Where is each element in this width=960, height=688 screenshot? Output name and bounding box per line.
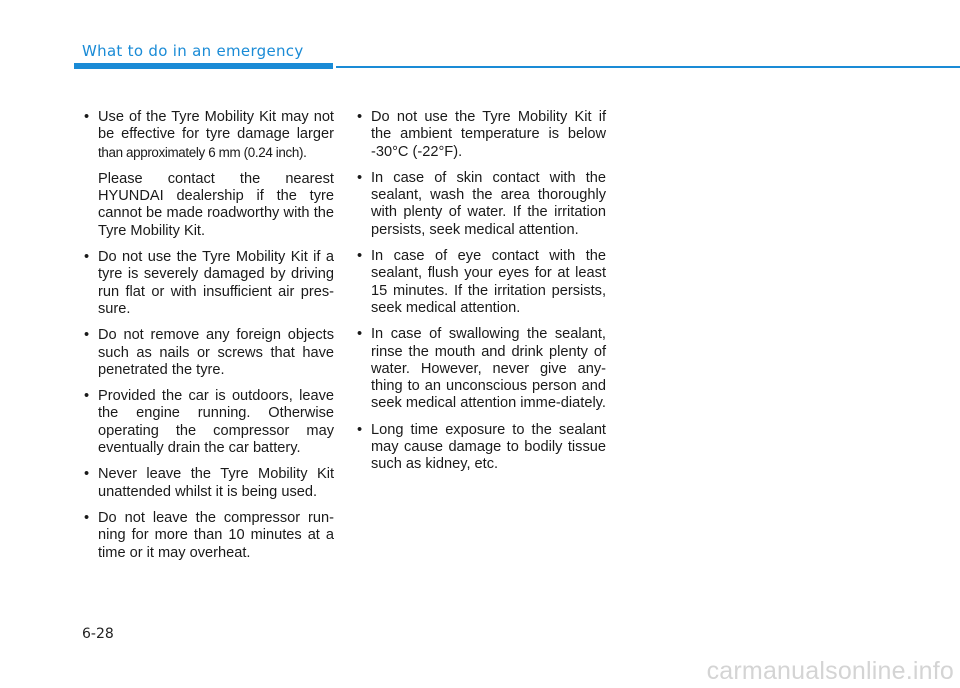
list-item bbox=[80, 388, 334, 457]
list-item bbox=[80, 249, 334, 318]
list-item bbox=[353, 248, 606, 317]
item-text: • Do not use the Tyre Mobility Kit if the ambient temperature is below -30°C (-22°F). bbox=[371, 109, 606, 160]
item-text: • In case of swallowing the sealant, rinse the mouth and drink plenty of water. However, never give any-thing to an unconscious person and seek medical attention imme-diately. bbox=[371, 326, 606, 412]
item-text: • Long time exposure to the sealant may cause damage to bodily tissue such as kidney, etc. bbox=[371, 421, 606, 473]
list-item bbox=[353, 422, 606, 474]
item-text: • Never leave the Tyre Mobility Kit unattended whilst it is being used. bbox=[98, 466, 334, 500]
list-item bbox=[353, 170, 606, 239]
page-number: 6-28 bbox=[82, 626, 114, 642]
item-text: • Provided the car is outdoors, leave the engine running. Otherwise operating the compressor may eventually drain the car battery. bbox=[98, 388, 334, 457]
header-rule-thick bbox=[74, 63, 333, 69]
section-title: What to do in an emergency bbox=[82, 42, 304, 60]
list-item bbox=[80, 109, 334, 240]
list-item bbox=[353, 326, 606, 412]
list-item bbox=[353, 109, 606, 161]
item-note: Please contact the nearest HYUNDAI dealership if the tyre cannot be made roadworthy with the Tyre Mobility Kit. bbox=[98, 170, 334, 239]
list-item bbox=[80, 327, 334, 379]
item-text: • In case of skin contact with the sealant, wash the area thoroughly with plenty of water. If the irritation persists, seek medical attention. bbox=[371, 169, 606, 238]
header-rule-thin bbox=[336, 66, 960, 68]
left-column-list bbox=[80, 109, 334, 571]
item-text: • Use of the Tyre Mobility Kit may not be effective for tyre damage larger than approximately 6 mm (0.24 inch). bbox=[98, 109, 334, 160]
item-text: • Do not use the Tyre Mobility Kit if a tyre is severely damaged by driving run flat or with insufficient air pres-sure. bbox=[98, 249, 334, 317]
item-text: • In case of eye contact with the sealant, flush your eyes for at least 15 minutes. If the irritation persists, seek medical attention. bbox=[371, 248, 606, 316]
watermark: carmanualsonline.info bbox=[706, 657, 954, 685]
item-text: • Do not leave the compressor run-ning for more than 10 minutes at a time or it may overheat. bbox=[98, 509, 334, 561]
list-item bbox=[80, 510, 334, 562]
right-column-list bbox=[353, 109, 606, 483]
item-text: • Do not remove any foreign objects such as nails or screws that have penetrated the tyre. bbox=[98, 327, 334, 378]
list-item bbox=[80, 466, 334, 501]
